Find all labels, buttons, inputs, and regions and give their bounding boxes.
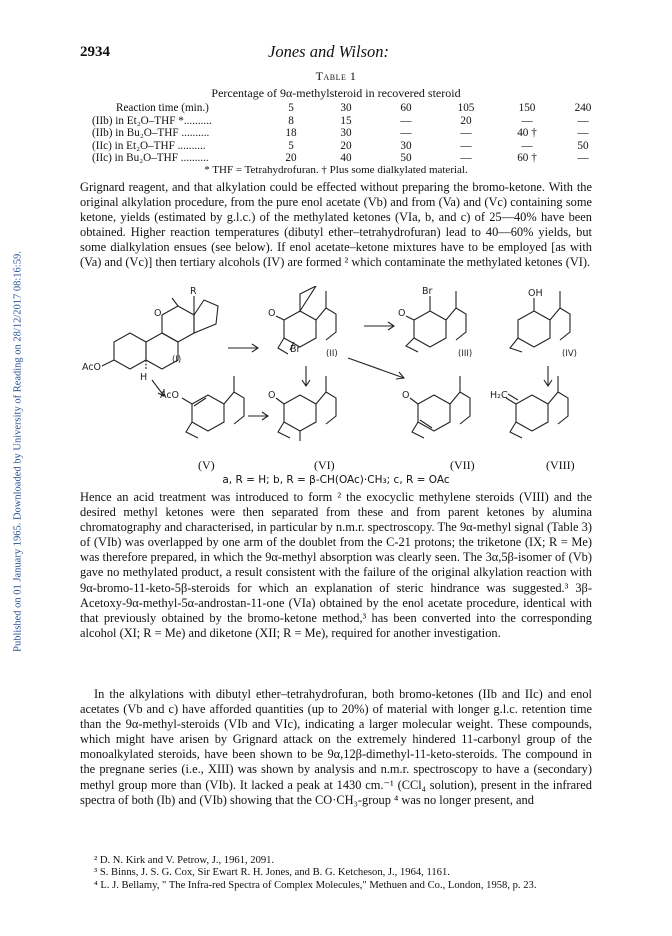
table-row [92,140,608,153]
atom-label-oh: OH [528,288,543,299]
atom-label-o: O [268,390,276,401]
atom-label-o: O [268,308,276,319]
structure-ii [276,286,336,354]
table-cell: 40 [340,152,352,165]
table-cell: 20 [340,139,352,152]
paragraph-text: Grignard reagent, and that alkylation could be effected without preparing the bromo-ketone. With the original alkylation procedure, from the pure enol acetate (Vb) and from (Va) and (Vc) containing some ketone, yields (estimated by g.l.c.) of the methylated ketones (VIa, b, and c) of 25—40% have been obtained. Higher reaction temperatures (dibutyl ether–tetrahydrofuran) lead to 40—60% yields, but some dialkylation ensues (see below). If enol acetate–ketone mixtures have to be employed [as with (Va) and (Vc)] then tertiary alcohols (IV) are formed ² which contaminate the methylated ketones (VI). [80,180,592,270]
results-table [92,102,608,165]
table-cell: — [577,127,589,140]
footnote: ³ S. Binns, J. S. G. Cox, Sir Ewart R. H. Jones, and B. G. Ketcheson, J., 1964, 1161. [94,867,450,879]
atom-label-o: O [398,308,406,319]
compound-label-i: (I) [172,355,182,365]
compound-label-iii: (III) [458,349,473,359]
page-number: 2934 [80,44,110,60]
running-title: Jones and Wilson: [268,42,389,61]
table-cell: 20 [285,152,297,165]
compound-label-viii: (VIII) [546,458,575,472]
reaction-arrows [152,322,552,420]
compound-label-v: (V) [198,458,215,472]
compound-label-ii: (II) [326,349,338,359]
table-cell: 50 [400,152,412,165]
table-cell: — [521,114,533,127]
footnotes [80,855,592,892]
atom-label-br: Br [422,286,433,297]
structure-iv [510,291,570,352]
footnote: ² D. N. Kirk and V. Petrow, J., 1961, 2091. [94,855,275,866]
structure-vii [410,376,470,438]
scheme-legend: a, R = H; b, R = β-CH(OAc)·CH₃; c, R = OAc [222,474,450,486]
table-cell: 60 † [517,152,537,165]
compound-label-vi: (VI) [314,458,335,472]
table-cell: 30 [400,139,412,152]
download-notice: Published on 01 January 1965. Downloaded by University of Reading on 28/12/2017 08:16:59. [12,251,24,652]
table-title: Table 1 [315,69,357,83]
paragraph-3 [80,687,592,808]
paragraph-2 [80,490,592,641]
table-row-label: (IIb) in Et₂O–THF *.......... [92,114,212,127]
table-cell: — [577,152,589,165]
reaction-scheme [82,286,592,464]
table-footnote: * THF = Tetrahydrofuran. † Plus some dialkylated material. [204,164,468,176]
table-cell: 50 [577,139,589,152]
atom-label-h2c: H₂C [490,390,508,401]
paragraph-text: In the alkylations with dibutyl ether–tetrahydrofuran, both bromo-ketones (IIb and IIc) and enol acetates (Vb and c) have afforded quantities (up to 20%) of material with longer g.l.c. retention time than the 9α-methyl-steroids (VIb and VIc), indicating a larger molecular weight. These compounds, which might have arisen by Grignard attack on the extremely hindered 11-carbonyl group of the monoalkylated steroids, have been shown to be 9α,12β-dimethyl-11-keto-steroids. The compound in the pregnane series (i.e., XIII) was shown by analysis and n.m.r. spectroscopy to have a (secondary) methyl group more than (VIb). It lacked a peak at 1430 cm.⁻¹ (CCl₄ solution), present in the infrared spectra of both (Ib) and (VIb) showing that the CO·CH₃-group ⁴ was no longer present, and [80,687,592,807]
table-header-row [92,102,608,115]
atom-label-aco: AcO [82,362,102,373]
structure-viii [506,376,568,438]
table-cell: — [577,114,589,127]
table-header-label: Reaction time (min.) [116,102,209,114]
table-col-header: 30 [340,102,352,114]
table-cell: — [400,114,412,127]
table-cell: — [460,152,472,165]
footnote: ⁴ L. J. Bellamy, " The Infra-red Spectra of Complex Molecules," Methuen and Co., London, 1958, p. 23. [94,879,537,891]
compound-label-iv: (IV) [562,349,577,359]
table-cell: 40 † [517,127,537,140]
table-col-header: 150 [518,102,536,114]
table-row-label: (IIc) in Bu₂O–THF .......... [92,152,209,165]
table-cell: — [460,139,472,152]
table-caption: Percentage of 9α-methylsteroid in recovered steroid [211,86,461,100]
atom-label-o: O [402,390,410,401]
table-row [92,127,608,140]
paragraph-1 [80,180,592,271]
table-row [92,115,608,128]
table-cell: — [400,127,412,140]
table-cell: 20 [460,114,472,127]
atom-label-h: H [140,372,148,383]
table-row-label: (IIc) in Et₂O–THF .......... [92,139,206,152]
table-col-header: 105 [457,102,475,114]
table-cell: 18 [285,127,297,140]
paragraph-text: Hence an acid treatment was introduced to form ² the exocyclic methylene steroids (VIII) and the desired methyl ketones were then separated from these and from parent ketones by alumina chromatography and characterised, in particular by n.m.r. spectroscopy. The 9α-methyl signal (Table 3) of (VIb) was overlapped by one arm of the doublet from the C-21 protons; the triketone (IX; R = Me) was therefore prepared, in which the 9α-methyl absorption was clearly seen. The 3α,5β-isomer of (Vb) gave no methylated product, a result consistent with the failure of the original alkylation reaction with 9α-bromo-11-keto-5β-steroids for which an explanation of steric hindrance was suggested.³ 3β-Acetoxy-9α-methyl-5α-androstan-11-one (VIa) obtained by the enol acetate procedure, identical with that previously obtained by the bromo-ketone method,³ has been converted into the corresponding alcohol (XI; R = Me) and diketone (XII; R = Me), required for another investigation. [80,490,592,640]
compound-label-vii: (VII) [450,458,475,472]
table-cell: — [460,127,472,140]
table-col-header: 240 [574,102,592,114]
table-col-header: 5 [288,102,294,114]
table-cell: — [521,139,533,152]
atom-label-aco: AcO [160,390,180,401]
table-col-header: 60 [400,102,412,114]
atom-label-o: O [154,308,162,319]
table-cell: 8 [288,114,294,127]
atom-label-r: R [190,286,197,297]
table-cell: 30 [340,127,352,140]
table-cell: 5 [288,139,294,152]
table-cell: 15 [340,114,352,127]
atom-label-br: Br [290,344,301,355]
structure-iii [406,291,466,352]
structure-v [182,376,244,438]
table-row-label: (IIb) in Bu₂O–THF .......... [92,127,210,140]
